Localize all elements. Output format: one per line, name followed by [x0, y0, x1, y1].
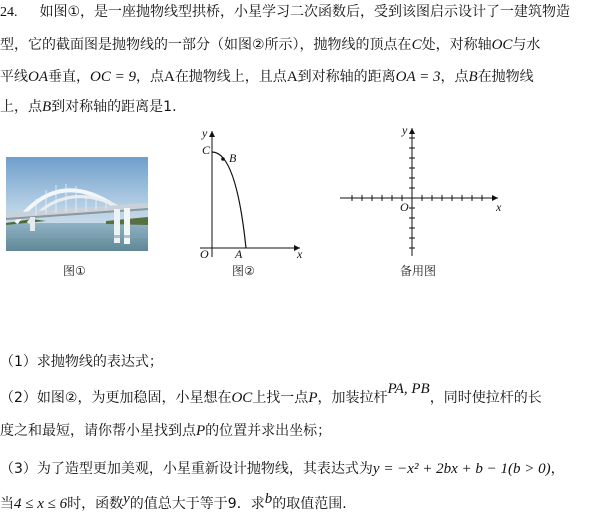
text-segment: 当	[0, 496, 14, 512]
question-1	[0, 352, 611, 372]
math-var: P	[308, 390, 318, 406]
parabola-curve	[212, 152, 246, 248]
origin-label: O	[200, 247, 209, 261]
text-segment: 与水	[512, 37, 541, 53]
math-eq: y = −x² + 2bx + b − 1(b > 0)	[372, 461, 551, 477]
math-var: b	[264, 491, 273, 507]
bridge-photo	[6, 157, 148, 251]
problem-number: 24.	[0, 5, 18, 20]
text-segment: 的值总大于等于9．求	[129, 496, 265, 512]
text-segment: 平线	[0, 69, 28, 85]
problem-line-3	[0, 67, 611, 87]
math-var: A	[163, 69, 175, 85]
text-segment: 到对称轴的距离	[297, 69, 396, 85]
math-eq: OC = 9	[90, 69, 136, 85]
question-2-line-1	[0, 381, 611, 408]
question-3-line-1	[0, 459, 611, 479]
y-axis-arrow	[409, 128, 415, 134]
math-var: B	[468, 69, 478, 85]
point-a-label: A	[235, 247, 243, 261]
figure-2-caption: 图②	[232, 264, 255, 278]
y-axis-arrow	[209, 131, 215, 137]
y-axis-label: y	[202, 126, 208, 140]
text-segment: 在抛物线	[477, 69, 534, 85]
point-b-marker	[221, 157, 225, 161]
math-eq: 4 ≤ x ≤ 6	[14, 496, 68, 512]
text-segment: ，加装拉杆	[317, 390, 388, 406]
text-segment: ，同时使拉杆的长	[429, 390, 542, 406]
question-3-line-2	[0, 491, 611, 514]
math-var: OA	[28, 69, 48, 85]
origin-label: O	[400, 200, 409, 214]
spare-figure-caption: 备用图	[400, 264, 437, 278]
text-segment: 的取值范围．	[272, 496, 357, 512]
math-var: y	[123, 491, 130, 507]
math-var: OC	[231, 390, 253, 406]
y-axis-label: y	[402, 123, 408, 137]
math-var: A	[286, 69, 298, 85]
problem-line-1	[0, 2, 611, 23]
math-var: C	[411, 37, 422, 53]
math-var: B	[42, 99, 52, 115]
x-axis-label: x	[297, 247, 303, 261]
point-c-label: C	[202, 143, 211, 157]
text-segment: （1）求抛物线的表达式；	[0, 354, 163, 370]
text-segment: ，	[550, 461, 565, 477]
x-axis-label: x	[496, 200, 502, 214]
math-var: PA, PB	[387, 381, 430, 397]
problem-line-2	[0, 35, 611, 55]
text-segment: 型，它的截面图是抛物线的一部分（如图②所示），抛物线的顶点在	[0, 37, 412, 53]
text-segment: 如图①，是一座抛物线型拱桥，小星学习二次函数后，受到该图启示设计了一建筑物造	[39, 4, 571, 20]
math-var: P	[196, 423, 206, 439]
text-segment: 处，对称轴	[421, 37, 492, 53]
math-eq: OA = 3	[395, 69, 441, 85]
point-b-label: B	[229, 151, 237, 165]
text-segment: 度之和最短，请你帮小星找到点	[0, 423, 196, 439]
figure-2-graph	[196, 125, 306, 260]
math-var: OC	[491, 37, 513, 53]
text-segment: 垂直，	[48, 69, 90, 85]
text-segment: ，点	[440, 69, 469, 85]
text-segment: （2）如图②，为更加稳固，小星想在	[0, 390, 232, 406]
text-segment: 时，函数	[67, 496, 124, 512]
figure-1-caption: 图①	[63, 264, 86, 278]
text-segment: 在抛物线上，且点	[174, 69, 287, 85]
text-segment: 的位置并求出坐标；	[205, 423, 332, 439]
problem-line-4	[0, 97, 611, 117]
text-segment: ，点	[135, 69, 164, 85]
spare-coordinate-graph	[336, 122, 506, 260]
text-segment: 上，点	[0, 99, 42, 115]
text-segment: 上找一点	[252, 390, 309, 406]
text-segment: （3）为了造型更加美观，小星重新设计抛物线，其表达式为	[0, 461, 373, 477]
text-segment: 到对称轴的距离是1.	[51, 99, 177, 115]
question-2-line-2	[0, 421, 611, 441]
